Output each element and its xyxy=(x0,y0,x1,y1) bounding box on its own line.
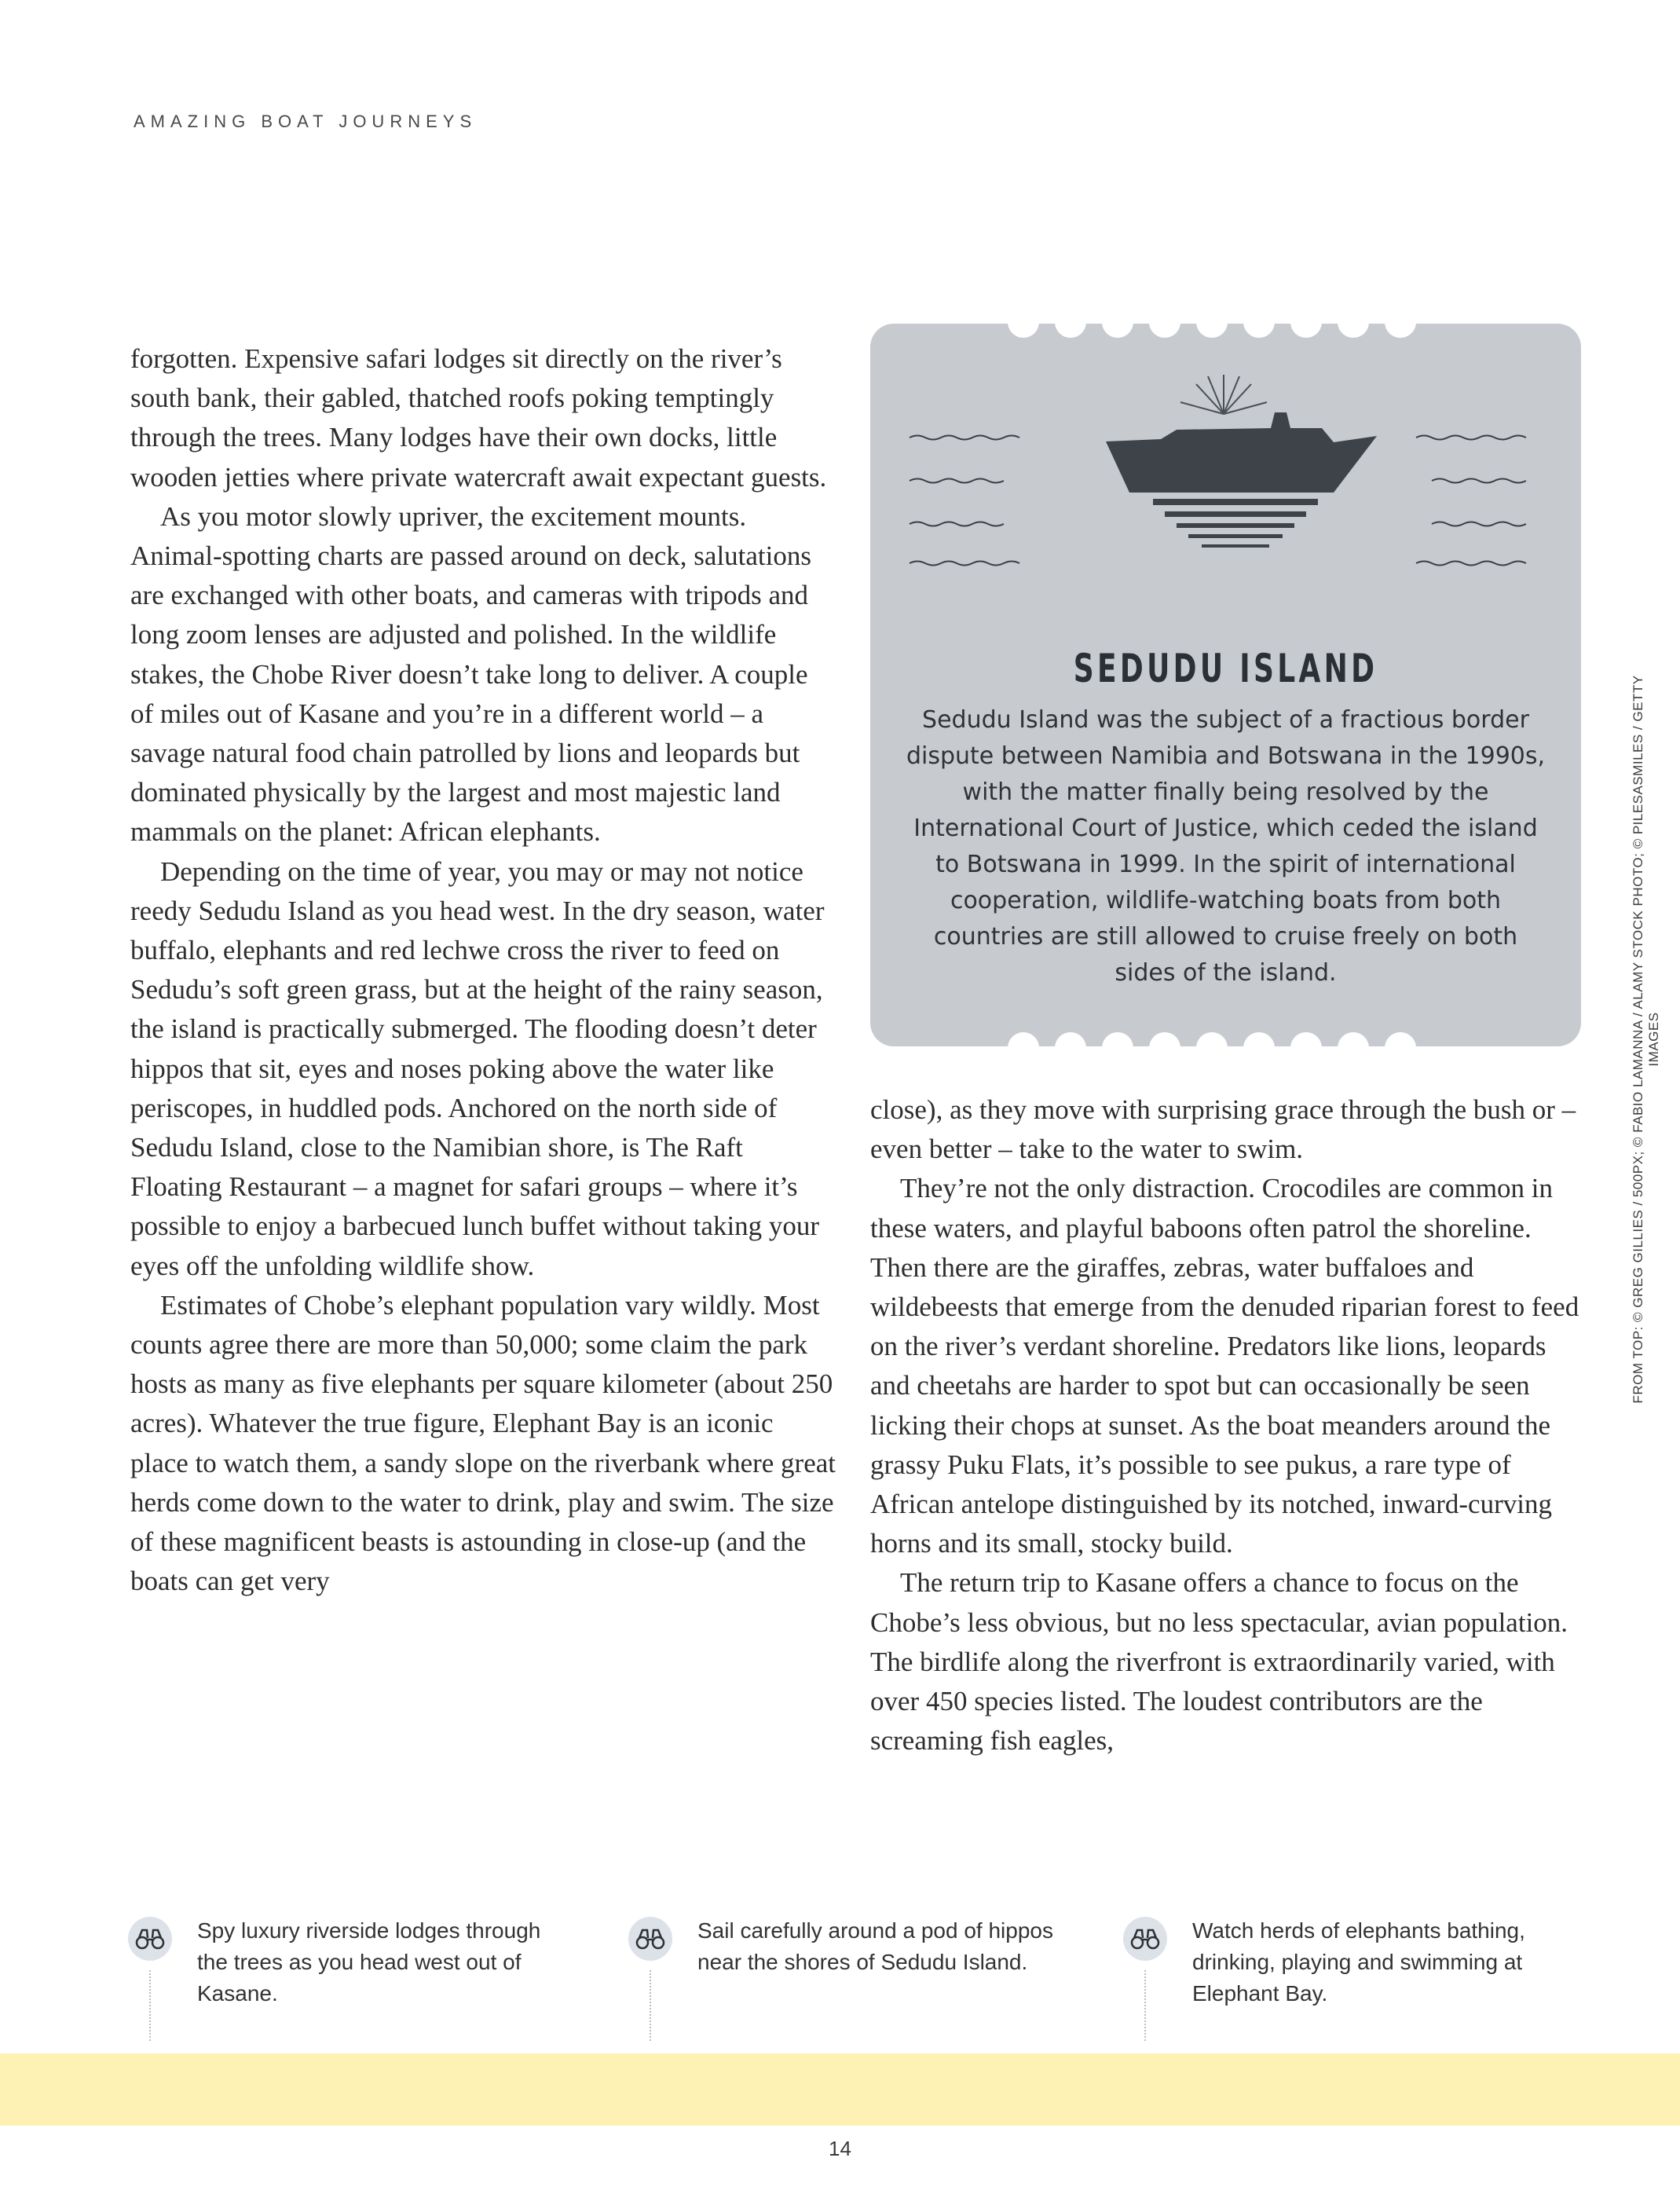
sidebar-box xyxy=(870,324,1581,1046)
footer-band xyxy=(0,2053,1680,2126)
tip-connector xyxy=(149,1970,151,2041)
paragraph: Estimates of Chobe’s elephant population vary wildly. Most counts agree there are more than 50,000; some claim the park hosts as many as five elephants per square kilometer (about 250 acres). Whatever the true figure, Elephant Bay is an iconic place to watch them, a sandy slope on the riverbank where great herds come down to the water to drink, play and swim. The size of these magnificent beasts is astounding in close-up (and the boats can get very xyxy=(130,1289,836,1597)
tip-connector xyxy=(1144,1970,1146,2041)
tip-connector xyxy=(650,1970,651,2041)
tip-text: Sail carefully around a pod of hippos near the shores of Sedudu Island. xyxy=(697,1918,1053,1974)
paragraph: The return trip to Kasane offers a chance to focus on the Chobe’s less obvious, but no less spectacular, avian population. The birdlife along the riverfront is extraordinarily varied, with over 450 species listed. The loudest contributors are the screaming fish eagles, xyxy=(870,1567,1568,1757)
photo-credit: FROM TOP: © GREG GILLIES / 500PX; © FABIO LAMANNA / ALAMY STOCK PHOTO; © PILESASMILES / GETTY IMAGES xyxy=(1631,675,1661,1404)
tip-text: Spy luxury riverside lodges through the trees as you head west out of Kasane. xyxy=(197,1918,541,2006)
page-number: 14 xyxy=(829,2137,851,2160)
binoculars-icon xyxy=(1123,1917,1167,1961)
scallop-edge-top xyxy=(1004,322,1444,349)
left-column xyxy=(130,339,837,1602)
paragraph: forgotten. Expensive safari lodges sit directly on the river’s south bank, their gabled, thatched roofs poking temptingly through the trees. Many lodges have their own docks, little wooden jetties where private watercraft await expectant guests. xyxy=(130,343,827,493)
scallop-edge-bottom xyxy=(1004,1021,1444,1048)
paragraph: Depending on the time of year, you may or may not notice reedy Sedudu Island as you head west. In the dry season, water buffalo, elephants and red lechwe cross the river to feed on Sedudu’s soft green grass, but at the height of the rainy season, the island is practically submerged. The flooding doesn’t deter hippos that sit, eyes and noses poking above the water like periscopes, in huddled pods. Anchored on the north side of Sedudu Island, close to the Namibian shore, is The Raft Floating Restaurant – a magnet for safari groups – where it’s possible to enjoy a barbecued lunch buffet without taking your eyes off the unfolding wildlife show. xyxy=(130,855,825,1281)
paragraph: They’re not the only distraction. Crocodiles are common in these waters, and playful baboons often patrol the shoreline. Then there are the giraffes, zebras, water buffaloes and wildebeests that emerge from the denuded riparian forest to feed on the river’s verdant shoreline. Predators like lions, leopards and cheetahs are harder to spot but can occasionally be seen licking their chops at sunset. As the boat meanders around the grassy Puku Flats, it’s possible to see pukus, a rare type of African antelope distinguished by its notched, inward-curving horns and its small, stocky build. xyxy=(870,1173,1579,1559)
binoculars-icon xyxy=(628,1917,672,1961)
paragraph: close), as they move with surprising grace through the bush or – even better – take to the water to swim. xyxy=(870,1094,1576,1165)
sidebar-text: Sedudu Island was the subject of a fractious border dispute between Namibia and Botswana in the 1990s, with the matter finally being resolved by the International Court of Justice, which ceded the island to Botswana in 1999. In the spirit of international cooperation, wildlife-watching boats from both countries are still allowed to cruise freely on both sides of the island. xyxy=(906,706,1546,987)
right-column xyxy=(870,1090,1581,1760)
tip-text: Watch herds of elephants bathing, drinking, playing and swimming at Elephant Bay. xyxy=(1192,1918,1525,2006)
steamship-illustration xyxy=(894,367,1557,571)
sidebar-title: SEDUDU ISLAND xyxy=(1073,646,1378,691)
binoculars-icon xyxy=(128,1917,172,1961)
running-head: AMAZING BOAT JOURNEYS xyxy=(134,112,478,131)
paragraph: As you motor slowly upriver, the excitement mounts. Animal-spotting charts are passed around on deck, salutations are exchanged with other boats, and cameras with tripods and long zoom lenses are adjusted and polished. In the wildlife stakes, the Chobe River doesn’t take long to deliver. A couple of miles out of Kasane and you’re in a different world – a savage natural food chain patrolled by lions and leopards but dominated physically by the largest and most majestic land mammals on the planet: African elephants. xyxy=(130,500,812,848)
